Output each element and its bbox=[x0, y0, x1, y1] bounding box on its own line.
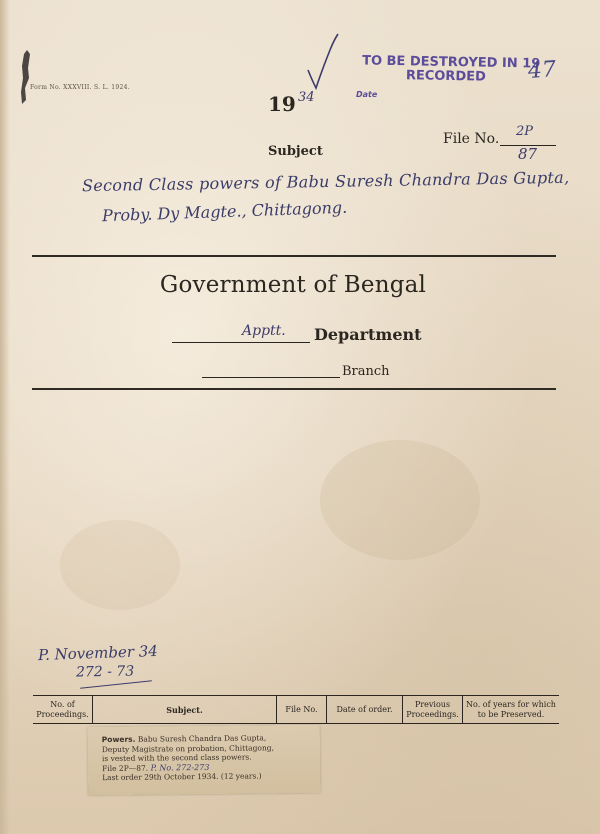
file-number-top: 2P bbox=[516, 124, 534, 139]
paper-stain bbox=[60, 520, 180, 610]
form-number: Form No. XXXVIII. S. L. 1924. bbox=[30, 84, 130, 91]
branch-label: Branch bbox=[342, 364, 390, 379]
ledger-col-years-preserved: No. of years for which to be Preserved. bbox=[466, 699, 556, 719]
subject-label: Subject bbox=[268, 144, 323, 159]
subject-handwritten-line-2: Proby. Dy Magte., Chittagong. bbox=[101, 197, 348, 226]
stamp-date: Date bbox=[356, 90, 378, 99]
slip-heading: Powers. bbox=[101, 734, 136, 745]
ink-smudge-icon bbox=[18, 48, 32, 106]
ledger-col-previous-proceedings: Previous Proceedings. bbox=[403, 696, 463, 723]
stamp-year: 47 bbox=[527, 57, 557, 84]
stamp-line-2: RECORDED bbox=[405, 68, 486, 85]
year-printed: 19 bbox=[268, 92, 296, 116]
year-handwritten: 34 bbox=[298, 90, 315, 105]
pasted-index-slip bbox=[88, 725, 321, 795]
page-edge-shadow bbox=[0, 0, 10, 834]
government-title: Government of Bengal bbox=[159, 272, 427, 298]
destroy-stamp bbox=[362, 54, 541, 85]
ledger-col-proceedings: No. of Proceedings. bbox=[33, 696, 93, 723]
slip-line-1: Babu Suresh Chandra Das Gupta, bbox=[137, 733, 267, 744]
slip-line-2: Deputy Magistrate on probation, Chittagong, bbox=[101, 742, 274, 754]
paper-stain bbox=[320, 440, 480, 560]
file-number-bottom: 87 bbox=[518, 145, 538, 163]
proceedings-note-line-1: P. November 34 bbox=[37, 641, 159, 665]
slip-line-4: File 2P—87. bbox=[102, 763, 149, 773]
bottom-rule bbox=[32, 388, 556, 390]
file-no-label: File No. bbox=[443, 131, 500, 147]
slip-fifth-line bbox=[102, 771, 312, 783]
slip-line-5: Last order 29th October 1934. bbox=[102, 771, 219, 783]
checkmark-icon bbox=[304, 30, 344, 92]
slip-line-4-handwritten: P. No. 272-273 bbox=[150, 762, 210, 773]
department-label: Department bbox=[314, 325, 422, 344]
department-blank-line bbox=[172, 342, 310, 343]
proceedings-note-line-2: 272 - 73 bbox=[75, 663, 135, 681]
branch-blank-line bbox=[202, 377, 340, 378]
ledger-col-date-of-order: Date of order. bbox=[327, 696, 403, 723]
department-handwritten: Apptt. bbox=[242, 323, 286, 339]
slip-line-5-tail: (12 years.) bbox=[220, 771, 262, 781]
stamp-line-1: TO BE DESTROYED IN 19 bbox=[362, 53, 541, 72]
ledger-col-file-no: File No. bbox=[277, 696, 327, 723]
note-underline bbox=[80, 680, 152, 689]
ledger-col-subject: Subject. bbox=[93, 696, 277, 723]
ledger-header-row bbox=[33, 695, 559, 724]
subject-handwritten-line-1: Second Class powers of Babu Suresh Chandra Das Gupta, bbox=[81, 167, 570, 196]
slip-line-3: is vested with the second class powers. bbox=[101, 752, 252, 764]
top-rule bbox=[32, 255, 556, 257]
